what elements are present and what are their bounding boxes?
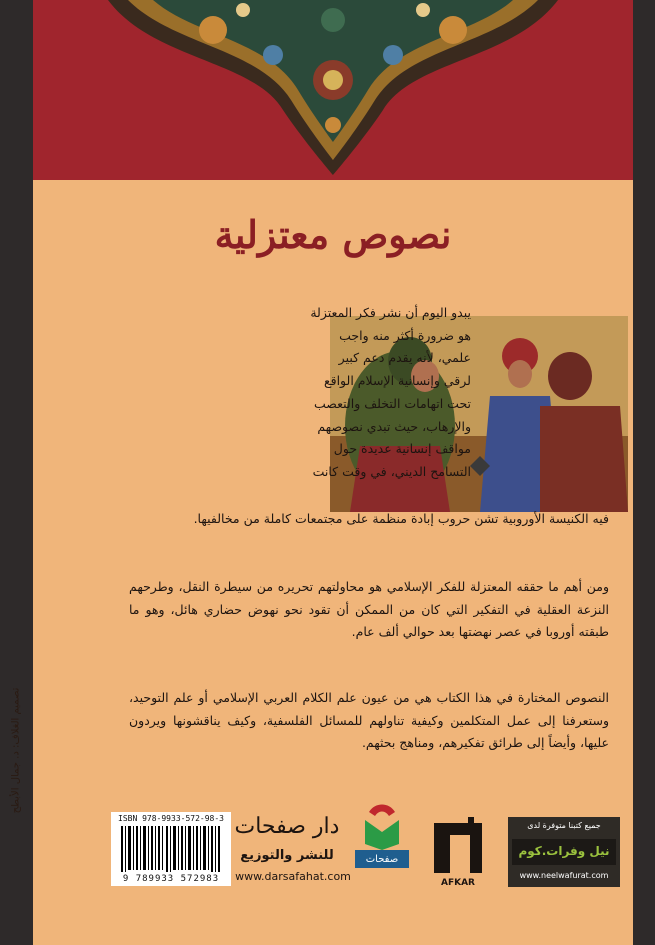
retailer-badge: [508, 817, 620, 887]
designer-credit: [6, 640, 26, 870]
intro-line: لرقي وإنسانية الإسلام الواقع: [323, 373, 471, 389]
publisher-website: www.darsafahat.com: [235, 870, 351, 883]
intro-line: والإرهاب، حيث تبدي نصوصهم: [317, 418, 471, 434]
intro-paragraph: [291, 302, 471, 484]
book-back-cover: [33, 0, 633, 945]
logo-text: صفحات: [365, 854, 399, 865]
publisher-tagline: للنشر والتوزيع: [240, 848, 334, 863]
arabesque-ornament: [33, 0, 633, 180]
safahat-logo: [351, 798, 413, 870]
book-title: نصوص معتزلية: [214, 212, 452, 257]
paragraph-2: ومن أهم ما حققه المعتزلة للفكر الإسلامي هو محاولتهم تحريره من سيطرة النقل، وطرحهم النزعة العقلية في التفكير التي كان من الممكن أن تقود نحو نهوض حضاري هائل، وهو ما طبقته أوروبا في عصر نهضتها بعد حوالي ألف عام.: [129, 579, 609, 639]
retailer-website: www.neelwafurat.com: [519, 871, 609, 880]
paragraph-3: النصوص المختارة في هذا الكتاب هي من عيون علم الكلام العربي الإسلامي أو علم التوحيد، وستعرفنا إلى عمل المتكلمين وكيفية تناولهم للمسائل الفلسفية، وكيف يناقشونها ويردون عليها، وأيضاً إلى طرائق تفكيرهم، ومناهج بحثهم.: [129, 690, 609, 750]
isbn-label: ISBN 978-9933-572-98-3: [118, 814, 224, 823]
afkar-logo: [428, 815, 488, 893]
top-banner: [33, 0, 633, 180]
intro-line: علمي، لأنه يقدم دعم كبير: [338, 350, 471, 366]
retailer-notice: جميع كتبنا متوفرة لدى: [527, 821, 601, 830]
isbn-barcode: [111, 812, 231, 886]
afkar-label: AFKAR: [441, 878, 475, 888]
intro-line: هو ضرورة أكثر منه واجب: [339, 327, 471, 343]
retailer-brand: نيل وفرات.كوم: [518, 844, 610, 858]
intro-line: تحت اتهامات التخلف والتعصب: [314, 395, 471, 411]
publisher-block: [228, 790, 428, 890]
intro-line: مواقف إنسانية عديدة حول: [333, 441, 471, 457]
intro-line: التسامح الديني، في وقت كانت: [312, 463, 471, 479]
retailer-brand-box: [512, 839, 616, 865]
intro-continuation: فيه الكنيسة الأوروبية تشن حروب إبادة منظمة على مجتمعات كاملة من مخالفيها.: [193, 511, 609, 526]
designer-credit-text: تصميم الغلاف: د. جمال الأبطح: [10, 687, 22, 814]
publisher-name: دار صفحات: [234, 814, 340, 839]
intro-line: يبدو اليوم أن نشر فكر المعتزلة: [310, 305, 471, 320]
barcode-digits: 9 789933 572983: [122, 874, 220, 884]
